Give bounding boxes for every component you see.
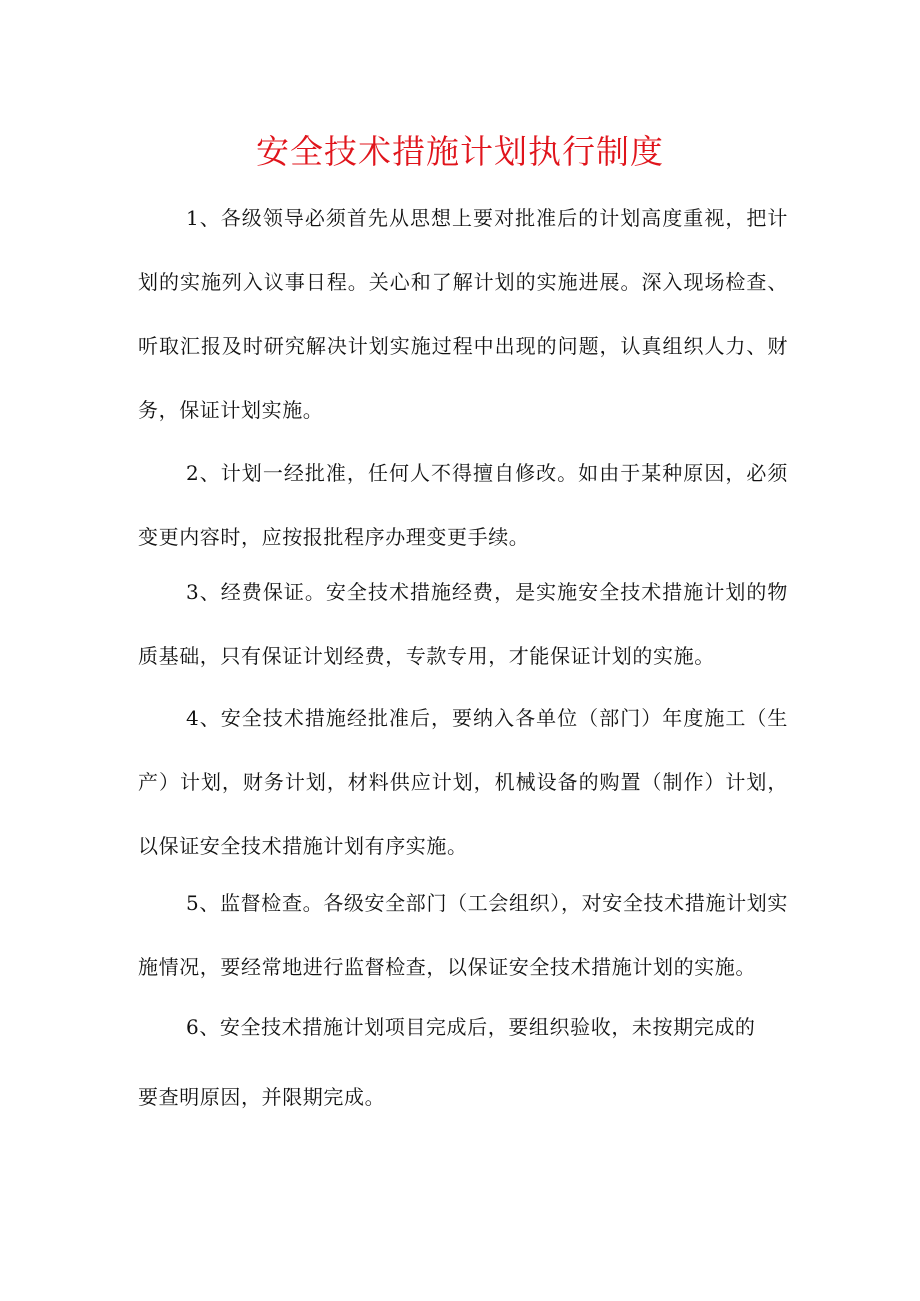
paragraph-6-line-2: 要查明原因，并限期完成。 — [138, 1085, 386, 1109]
paragraph-2: 2、计划一经批准，任何人不得擅自修改。如由于某种原因，必须变更内容时，应按报批程序办理变更手续。 — [138, 461, 788, 549]
paragraph-1: 1、各级领导必须首先从思想上要对批准后的计划高度重视，把计划的实施列入议事日程。关心和了解计划的实施进展。深入现场检查、听取汇报及时研究解决计划实施过程中出现的问题，认真组织人力、财务，保证计划实施。 — [138, 206, 788, 422]
paragraph-5: 5、监督检查。各级安全部门（工会组织），对安全技术措施计划实施情况，要经常地进行监督检查，以保证安全技术措施计划的实施。 — [138, 891, 788, 979]
paragraph-3: 3、经费保证。安全技术措施经费，是实施安全技术措施计划的物质基础，只有保证计划经费，专款专用，才能保证计划的实施。 — [138, 580, 788, 668]
document-title: 安全技术措施计划执行制度 — [256, 132, 664, 171]
paragraph-6-line-1: 6、安全技术措施计划项目完成后，要组织验收，未按期完成的 — [186, 1015, 756, 1039]
paragraph-4: 4、安全技术措施经批准后，要纳入各单位（部门）年度施工（生产）计划，财务计划，材料供应计划，机械设备的购置（制作）计划，以保证安全技术措施计划有序实施。 — [138, 706, 788, 858]
